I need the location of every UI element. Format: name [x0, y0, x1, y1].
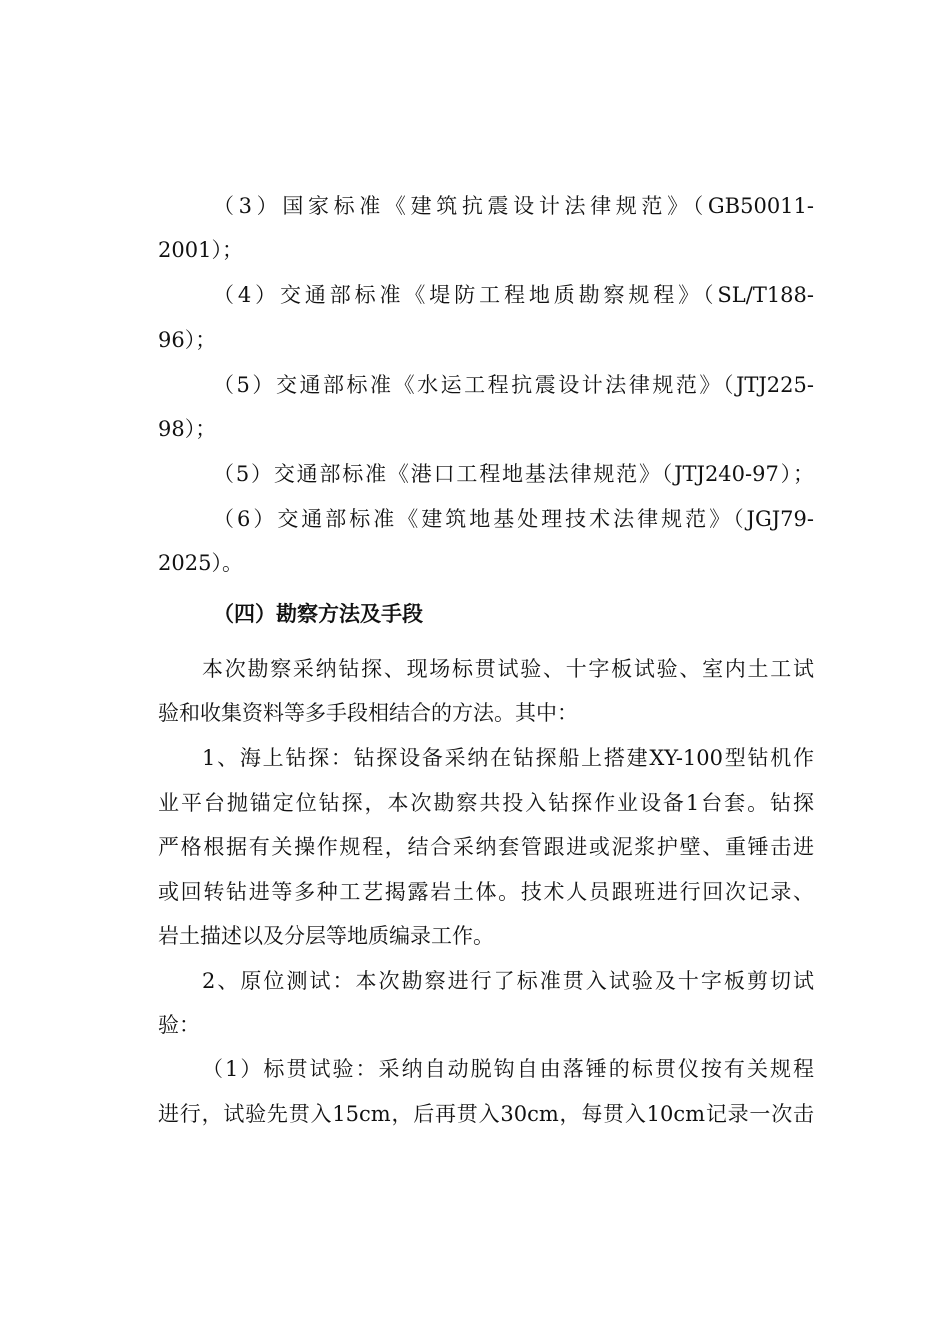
text-line: 验：: [158, 1013, 200, 1037]
text-line: 岩土描述以及分层等地质编录工作。: [158, 924, 494, 948]
text-line: 98）；: [158, 417, 217, 441]
text-line: 或回转钻进等多种工艺揭露岩土体。技术人员跟班进行回次记录、: [158, 880, 814, 904]
text-line: 1、海上钻探：钻探设备采纳在钻探船上搭建XY-100型钻机作: [202, 746, 814, 770]
text-line: （5）交通部标准《港口工程地基法律规范》（JTJ240-97）；: [213, 462, 814, 486]
section-heading: （四）勘察方法及手段: [213, 602, 423, 626]
text-line: 96）；: [158, 328, 217, 352]
text-line: （3）国家标准《建筑抗震设计法律规范》（GB50011-: [213, 194, 814, 218]
text-line: （4）交通部标准《堤防工程地质勘察规程》（SL/T188-: [213, 283, 814, 307]
text-line: 2、原位测试：本次勘察进行了标准贯入试验及十字板剪切试: [202, 969, 814, 993]
text-line: 业平台抛锚定位钻探，本次勘察共投入钻探作业设备1台套。钻探: [158, 791, 814, 815]
text-line: 验和收集资料等多手段相结合的方法。其中：: [158, 701, 578, 725]
text-line: 进行，试验先贯入15cm，后再贯入30cm，每贯入10cm记录一次击: [158, 1102, 814, 1126]
text-line: 2001）；: [158, 238, 243, 262]
text-line: 本次勘察采纳钻探、现场标贯试验、十字板试验、室内土工试: [202, 657, 814, 681]
text-line: 2025）。: [158, 551, 243, 575]
text-line: 严格根据有关操作规程，结合采纳套管跟进或泥浆护壁、重锤击进: [158, 835, 814, 859]
text-line: （1）标贯试验：采纳自动脱钩自由落锤的标贯仪按有关规程: [202, 1057, 814, 1081]
text-line: （6）交通部标准《建筑地基处理技术法律规范》（JGJ79-: [213, 507, 814, 531]
text-line: （5）交通部标准《水运工程抗震设计法律规范》（JTJ225-: [213, 373, 814, 397]
